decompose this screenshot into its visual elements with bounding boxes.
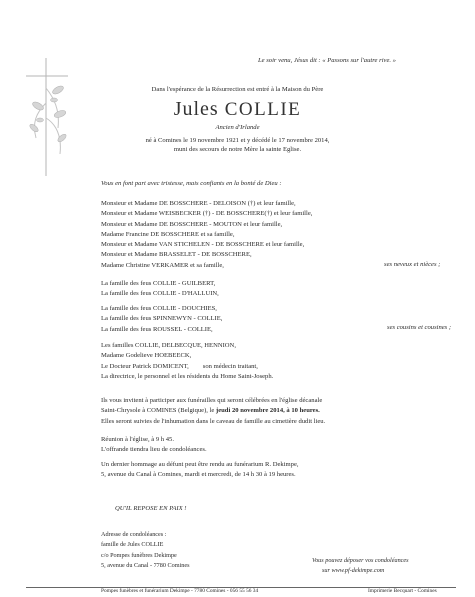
address-line: c/o Pompes funèbres Dekimpe <box>101 551 177 559</box>
funeral-line: Elles seront suivies de l'inhumation dans le caveau de famille au cimetière dudit lieu. <box>101 417 326 425</box>
funeral-info <box>101 396 325 427</box>
family-line: Monsieur et Madame WEISBECKER (†) - DE BOSSCHERE(†) et leur famille, <box>101 210 313 218</box>
family-line: Monsieur et Madame VAN STICHELEN - DE BOSSCHERE et leur famille, <box>101 241 305 249</box>
family-line: Monsieur et Madame DE BOSSCHERE - DELOISON (†) et leur famille, <box>101 200 296 207</box>
family-line: La famille des feus SPINNEWYN - COLLIE, <box>101 315 223 323</box>
funeral-line: Saint-Chrysole à COMINES (Belgique), le jeudi 20 novembre 2014, à 10 heures. <box>101 407 320 415</box>
funeral-date: jeudi 20 novembre 2014, à 10 heures. <box>216 407 320 415</box>
online-condolences <box>312 556 409 575</box>
doctor-role: son médecin traitant, <box>202 362 258 370</box>
family-group-3 <box>101 304 222 335</box>
cousins-label: ses cousins et cousines ; <box>387 324 452 331</box>
first-name: Jules <box>173 98 219 120</box>
reunion-info <box>101 435 207 456</box>
reunion-line: Réunion à l'église, à 9 h 45. <box>101 436 174 443</box>
address-block <box>101 530 190 571</box>
family-line: La famille des feus COLLIE - D'HALLUIN, <box>101 290 219 298</box>
announce-text: Vous en font part avec tristesse, mais confiants en la bonté de Dieu : <box>101 180 282 187</box>
homage-line: Un dernier hommage au défunt peut être rendu au funérarium R. Dekimpe, <box>101 461 299 468</box>
birth-death: né à Comines le 19 novembre 1921 et y décédé le 17 novembre 2014, <box>145 137 330 144</box>
deceased-name <box>0 97 475 122</box>
footer-right: Imprimerie Becquart - Comines <box>368 588 437 594</box>
others-line: Madame Godelieve HOEBEECK, <box>101 352 192 360</box>
others-group <box>101 341 273 382</box>
reunion-line: L'offrande tiendra lieu de condoléances. <box>101 446 207 454</box>
family-line: Madame Christine VERKAMER et sa famille, <box>101 261 224 269</box>
footer-left: Pompes funèbres et funérarium Dekimpe - 7780 Comines - 056 55 56 34 <box>101 588 259 594</box>
intro-text: Dans l'espérance de la Résurrection est entré à la Maison du Père <box>151 86 324 93</box>
others-line: Les familles COLLIE, DELBECQUE, HENNION, <box>101 342 236 349</box>
address-title: Adresse de condoléances : <box>101 531 167 538</box>
homage-info <box>101 460 299 481</box>
homage-line: 5, avenue du Canal à Comines, mardi et mercredi, de 14 h 30 à 19 heures. <box>101 471 296 479</box>
family-line: Monsieur et Madame DE BOSSCHERE - MOUTON et leur famille, <box>101 220 283 228</box>
nephews-label: ses neveux et nièces ; <box>384 261 441 268</box>
others-line: Le Docteur Patrick DOMICENT, son médecin traitant, <box>101 362 258 370</box>
family-line: Monsieur et Madame BRASSELET - DE BOSSCHERE, <box>101 251 252 259</box>
rip-text: QU'IL REPOSE EN PAIX ! <box>115 505 187 512</box>
deceased-subtitle: Ancien d'Irlande <box>215 124 260 131</box>
online-line: Vous pouvez déposer vos condoléances <box>312 557 409 564</box>
others-line: La directrice, le personnel et les résidents du Home Saint-Joseph. <box>101 372 274 380</box>
family-group-1 <box>101 199 312 271</box>
family-line: La famille des feus ROUSSEL - COLLIE, <box>101 325 213 333</box>
family-line: La famille des feus COLLIE - DOUCHIES, <box>101 305 217 312</box>
header-quote: Le soir venu, Jésus dit : « Passons sur l'autre rive. » <box>258 57 396 64</box>
address-line: famille de Jules COLLIE <box>101 541 164 549</box>
address-line: 5, avenue du Canal - 7780 Comines <box>101 561 190 569</box>
last-name: COLLIE <box>224 99 302 120</box>
sacraments: muni des secours de notre Mère la sainte Eglise. <box>173 146 302 153</box>
family-group-2 <box>101 279 219 300</box>
family-line: Madame Francine DE BOSSCHERE et sa famille, <box>101 230 235 238</box>
online-url[interactable]: sur www.pf-dekimpe.com <box>322 566 385 574</box>
family-line: La famille des feus COLLIE - GUILBERT, <box>101 280 216 287</box>
funeral-line: Ils vous invitent à participer aux funérailles qui seront célébrées en l'église décanale <box>101 397 323 404</box>
